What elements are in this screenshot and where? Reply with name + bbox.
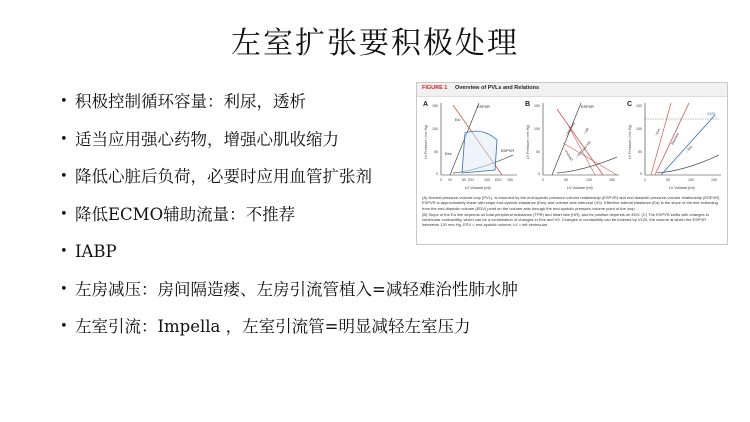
annotation-label: Ea (455, 118, 460, 122)
y-tick: 50 (536, 150, 540, 154)
annotation-label: Baseline (670, 132, 680, 146)
y-tick: 0 (436, 172, 438, 176)
x-tick: 150 (609, 178, 615, 182)
figure-label: FIGURE 1 (422, 85, 448, 91)
annotation-label: V0 (448, 178, 452, 182)
bullet-text: 适当应用强心药物，增强心肌收缩力 (75, 129, 339, 149)
bullet-item (60, 274, 518, 312)
bullet-dot: • (60, 206, 68, 222)
bullet-text: 左房减压：房间隔造瘘、左房引流管植入=减轻难治性肺水肿 (75, 279, 518, 299)
panel-b (525, 101, 619, 190)
annotation-label: ESPVR (477, 105, 490, 109)
x-tick: 0 (542, 178, 544, 182)
espvr-line-increased (651, 103, 671, 175)
y-axis-label: LV Pressure (mm Hg) (526, 124, 530, 159)
x-tick: 150 (711, 178, 717, 182)
annotation-label: ↑ HR (582, 127, 591, 136)
x-axis-label: LV Volume (ml) (567, 186, 593, 190)
y-axis-label: LV Pressure (mm Hg) (628, 124, 632, 159)
x-tick: 0 (440, 178, 442, 182)
bullet-item (60, 161, 420, 199)
bullet-dot: • (60, 244, 68, 259)
panel-letter: B (525, 101, 531, 108)
bullet-text: 左室引流：Impella ，左室引流管=明显减轻左室压力 (75, 317, 471, 336)
figure-heading: Overview of PVLs and Relations (455, 85, 540, 91)
bullet-text: IABP (75, 242, 117, 261)
x-tick: 50 (462, 178, 466, 182)
edpvr-curve (557, 157, 617, 173)
annotation-label: Ees (445, 152, 452, 156)
y-tick: 150 (534, 104, 540, 108)
figure-header (417, 83, 727, 97)
annotation-label: ESPVR (581, 105, 594, 109)
x-axis-label: LV Volume (ml) (669, 186, 695, 190)
x-axis-label: LV Volume (ml) (465, 186, 491, 190)
espvr-line (552, 103, 581, 175)
y-tick: 50 (434, 150, 438, 154)
bullet-dot: • (60, 169, 68, 184)
figure-caption (422, 195, 722, 229)
x-tick: 100 (688, 178, 694, 182)
y-tick: 100 (636, 127, 642, 131)
y-tick: 150 (432, 104, 438, 108)
caption-paragraph: (A) Normal pressure-volume loop (PVL), is bounded by the end-systolic pressure-volume relationship (ESPVR) and end-diastolic pressure-volume relationship (EDPVR). ESPVR is approximately linear with slope end-systolic elastance (Ees) and volume-axis intercept (V0). Effective arterial elastance (Ea) is the slope of the line extending from the end-diastolic volume (EDV) point on the volume axis through the end-systolic pressure-volume point of the loop. (422, 195, 721, 211)
annotation-label: ESV (468, 178, 475, 182)
panel-a (423, 101, 517, 190)
y-tick: 0 (640, 172, 642, 176)
bullet-item (60, 86, 420, 124)
bullet-item (60, 199, 420, 237)
x-tick: 50 (666, 178, 670, 182)
annotation-label: EDV (495, 178, 502, 182)
x-tick: 100 (586, 178, 592, 182)
bullet-dot: • (60, 319, 68, 334)
annotation-label: ↓ Ees (684, 144, 694, 154)
panel-letter: A (423, 101, 429, 108)
bullet-text: 降低心脏后负荷，必要时应用血管扩张剂 (75, 167, 372, 186)
bullet-item (60, 236, 420, 274)
caption-paragraph: (B) Slope of the Ea line depends on total peripheral resistance (TPR) and heart rate (HR), and its position depends on EDV. (C) The ESPVR shifts with changes in ventricular contractility, which can be a combination of changes in Ees and V0. Changes in contractility can be indexed by V120, the volume at which the ESPVR intersects 120 mm Hg. ESV = end-systolic volume; LV = left ventricular. (422, 211, 709, 228)
ea-line (557, 109, 603, 175)
y-tick: 0 (538, 172, 540, 176)
bullet-dot: • (60, 281, 68, 297)
x-tick: 150 (507, 178, 513, 182)
annotation-label: ↑ Ees (654, 128, 661, 138)
panel-c (627, 101, 721, 190)
x-tick: 100 (484, 178, 490, 182)
bullet-item (60, 311, 471, 349)
y-tick: 100 (432, 127, 438, 131)
annotation-label: ↑ Afterload (564, 121, 576, 138)
x-tick: 0 (644, 178, 646, 182)
annotation-label: V120 (707, 112, 716, 116)
figure-panels (417, 97, 727, 195)
slide-title: 左室扩张要积极处理 (231, 26, 519, 61)
bullet-text: 降低ECMO辅助流量：不推荐 (75, 204, 296, 224)
y-axis-label: LV Pressure (mm Hg) (424, 124, 428, 159)
bullet-text: 积极控制循环容量：利尿，透析 (75, 92, 306, 111)
y-tick: 150 (636, 104, 642, 108)
panel-letter: C (627, 101, 633, 108)
bullet-item (60, 124, 420, 162)
annotation-label: ↑ TPR and HR (574, 140, 592, 160)
annotation-label: EDPVR (501, 149, 515, 153)
pv-loop-figure (416, 82, 728, 245)
bullet-dot: • (60, 94, 68, 109)
edpvr-curve (657, 155, 719, 173)
pv-loop (462, 131, 497, 173)
y-tick: 100 (534, 127, 540, 131)
bullet-dot: • (60, 131, 68, 147)
y-tick: 50 (638, 150, 642, 154)
x-tick: 50 (564, 178, 568, 182)
annotation-label: ↑ Preload (562, 147, 574, 162)
